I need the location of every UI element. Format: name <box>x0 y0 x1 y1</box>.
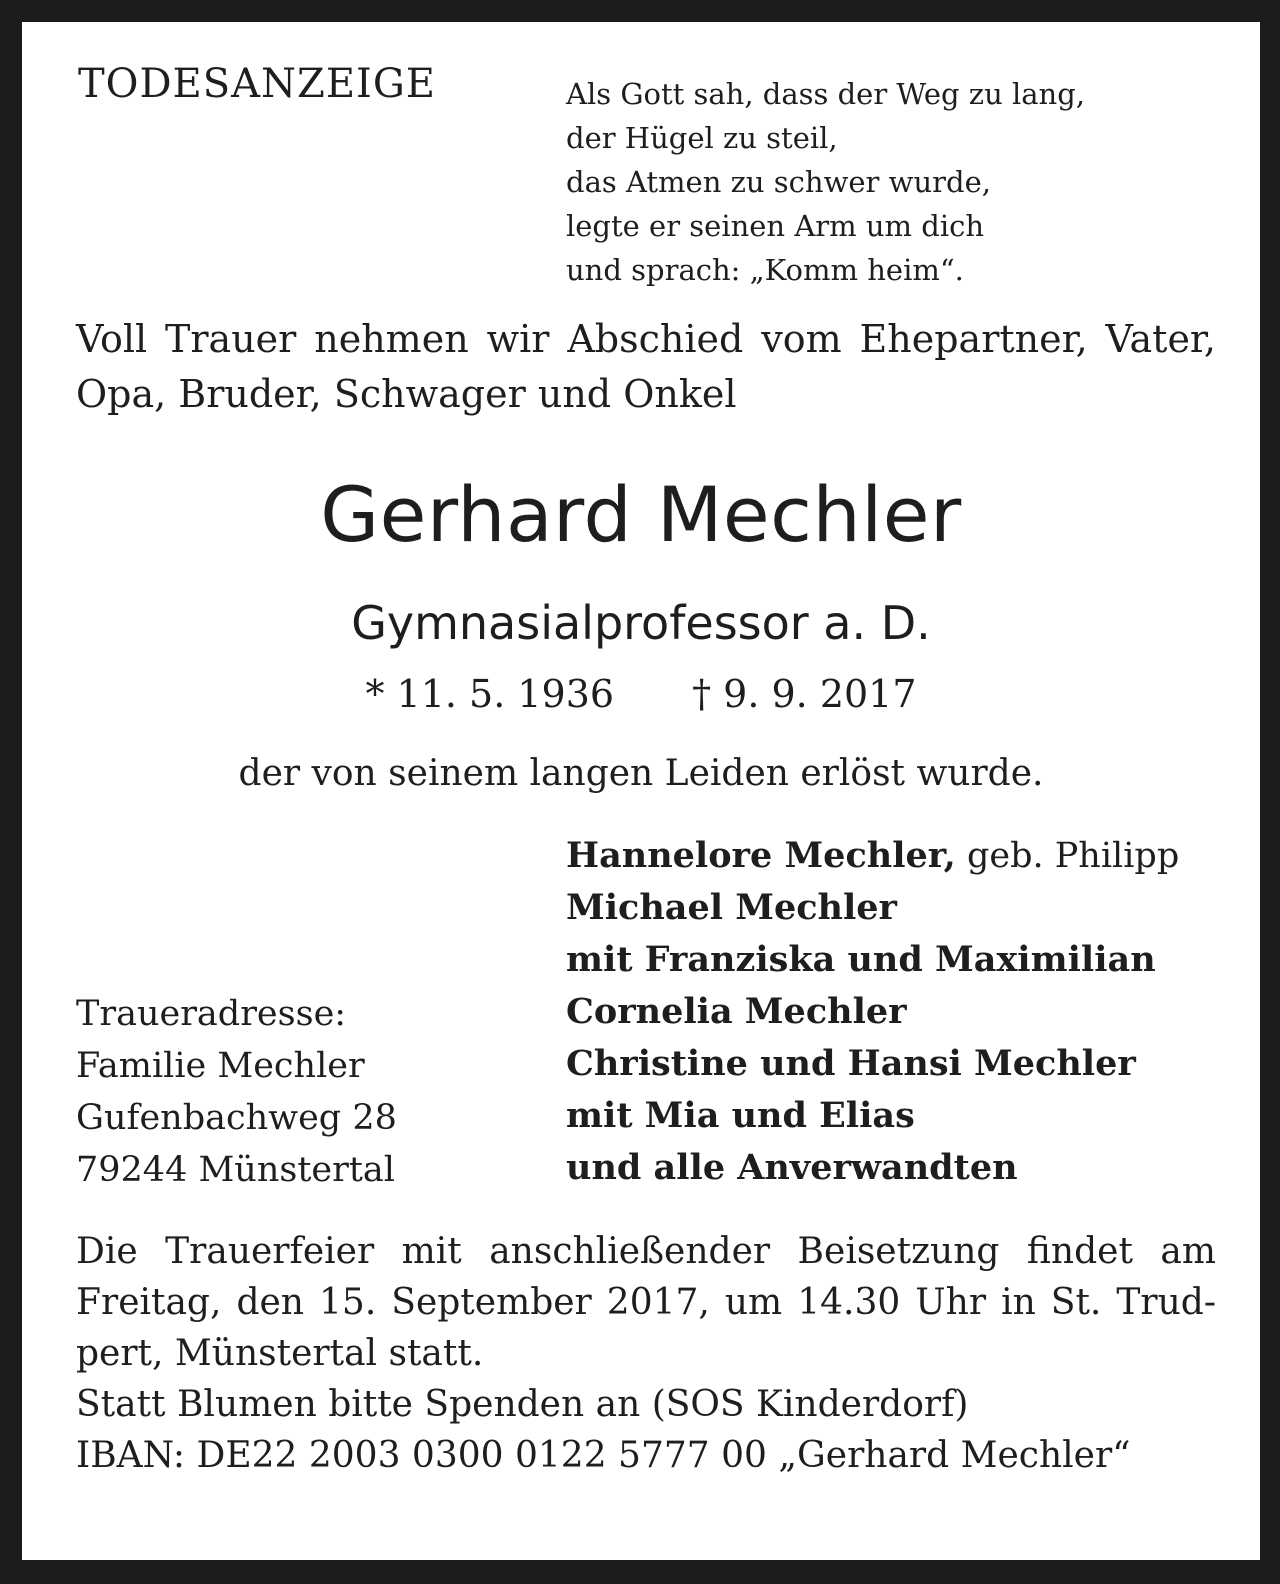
address-line: Gufenbachweg 28 <box>76 1098 397 1138</box>
notice-label: TODESANZEIGE <box>78 61 436 107</box>
obituary-notice <box>22 22 1260 1560</box>
mourner-name: Hannelore Mechler, <box>566 835 956 876</box>
poem-line: und sprach: „Komm heim“. <box>566 253 964 287</box>
address-line: Traueradresse: <box>76 994 347 1034</box>
mourner-name: mit Mia und Elias <box>566 1095 915 1136</box>
mourner-line <box>566 830 1179 882</box>
funeral-details <box>76 1226 1216 1481</box>
mourners-list <box>566 830 1179 1194</box>
mourning-address <box>76 988 397 1196</box>
mourner-line <box>566 1142 1179 1194</box>
death-date: † 9. 9. 2017 <box>692 672 917 716</box>
birth-date: * 11. 5. 1936 <box>365 672 615 716</box>
mourner-name: Christine und Hansi Mechler <box>566 1043 1136 1084</box>
mourner-name: mit Franziska und Maximilian <box>566 939 1156 980</box>
address-line: 79244 Münstertal <box>76 1150 395 1190</box>
intro-line: Voll Trauer nehmen wir Abschied vom Ehepartner, Vater, <box>76 317 1216 361</box>
mourner-name: Cornelia Mechler <box>566 991 907 1032</box>
mourner-name: Michael Mechler <box>566 887 897 928</box>
intro-line: Opa, Bruder, Schwager und Onkel <box>76 372 737 416</box>
released-text: der von seinem langen Leiden erlöst wurde. <box>238 753 1044 794</box>
footer-line: pert, Münstertal statt. <box>76 1333 484 1374</box>
footer-line: Freitag, den 15. September 2017, um 14.30 Uhr in St. Trud- <box>76 1282 1216 1323</box>
mourner-line <box>566 1038 1179 1090</box>
deceased-title: Gymnasialprofessor a. D. <box>351 596 931 650</box>
mourner-line <box>566 986 1179 1038</box>
poem-line: der Hügel zu steil, <box>566 121 838 155</box>
memorial-poem <box>566 72 1085 292</box>
deceased-name: Gerhard Mechler <box>320 470 962 559</box>
poem-line: das Atmen zu schwer wurde, <box>566 165 991 199</box>
intro-paragraph <box>76 312 1216 422</box>
footer-line: Statt Blumen bitte Spenden an (SOS Kinderdorf) <box>76 1384 969 1425</box>
footer-line: IBAN: DE22 2003 0300 0122 5777 00 „Gerhard Mechler“ <box>76 1435 1131 1476</box>
footer-line: Die Trauerfeier mit anschließender Beisetzung findet am <box>76 1231 1216 1272</box>
mourner-note: geb. Philipp <box>955 836 1180 876</box>
mourner-line <box>566 934 1179 986</box>
mourner-line <box>566 1090 1179 1142</box>
poem-line: legte er seinen Arm um dich <box>566 209 985 243</box>
mourner-name: und alle Anverwandten <box>566 1147 1018 1188</box>
poem-line: Als Gott sah, dass der Weg zu lang, <box>566 77 1085 111</box>
life-dates <box>22 672 1260 716</box>
address-line: Familie Mechler <box>76 1046 365 1086</box>
mourner-line <box>566 882 1179 934</box>
